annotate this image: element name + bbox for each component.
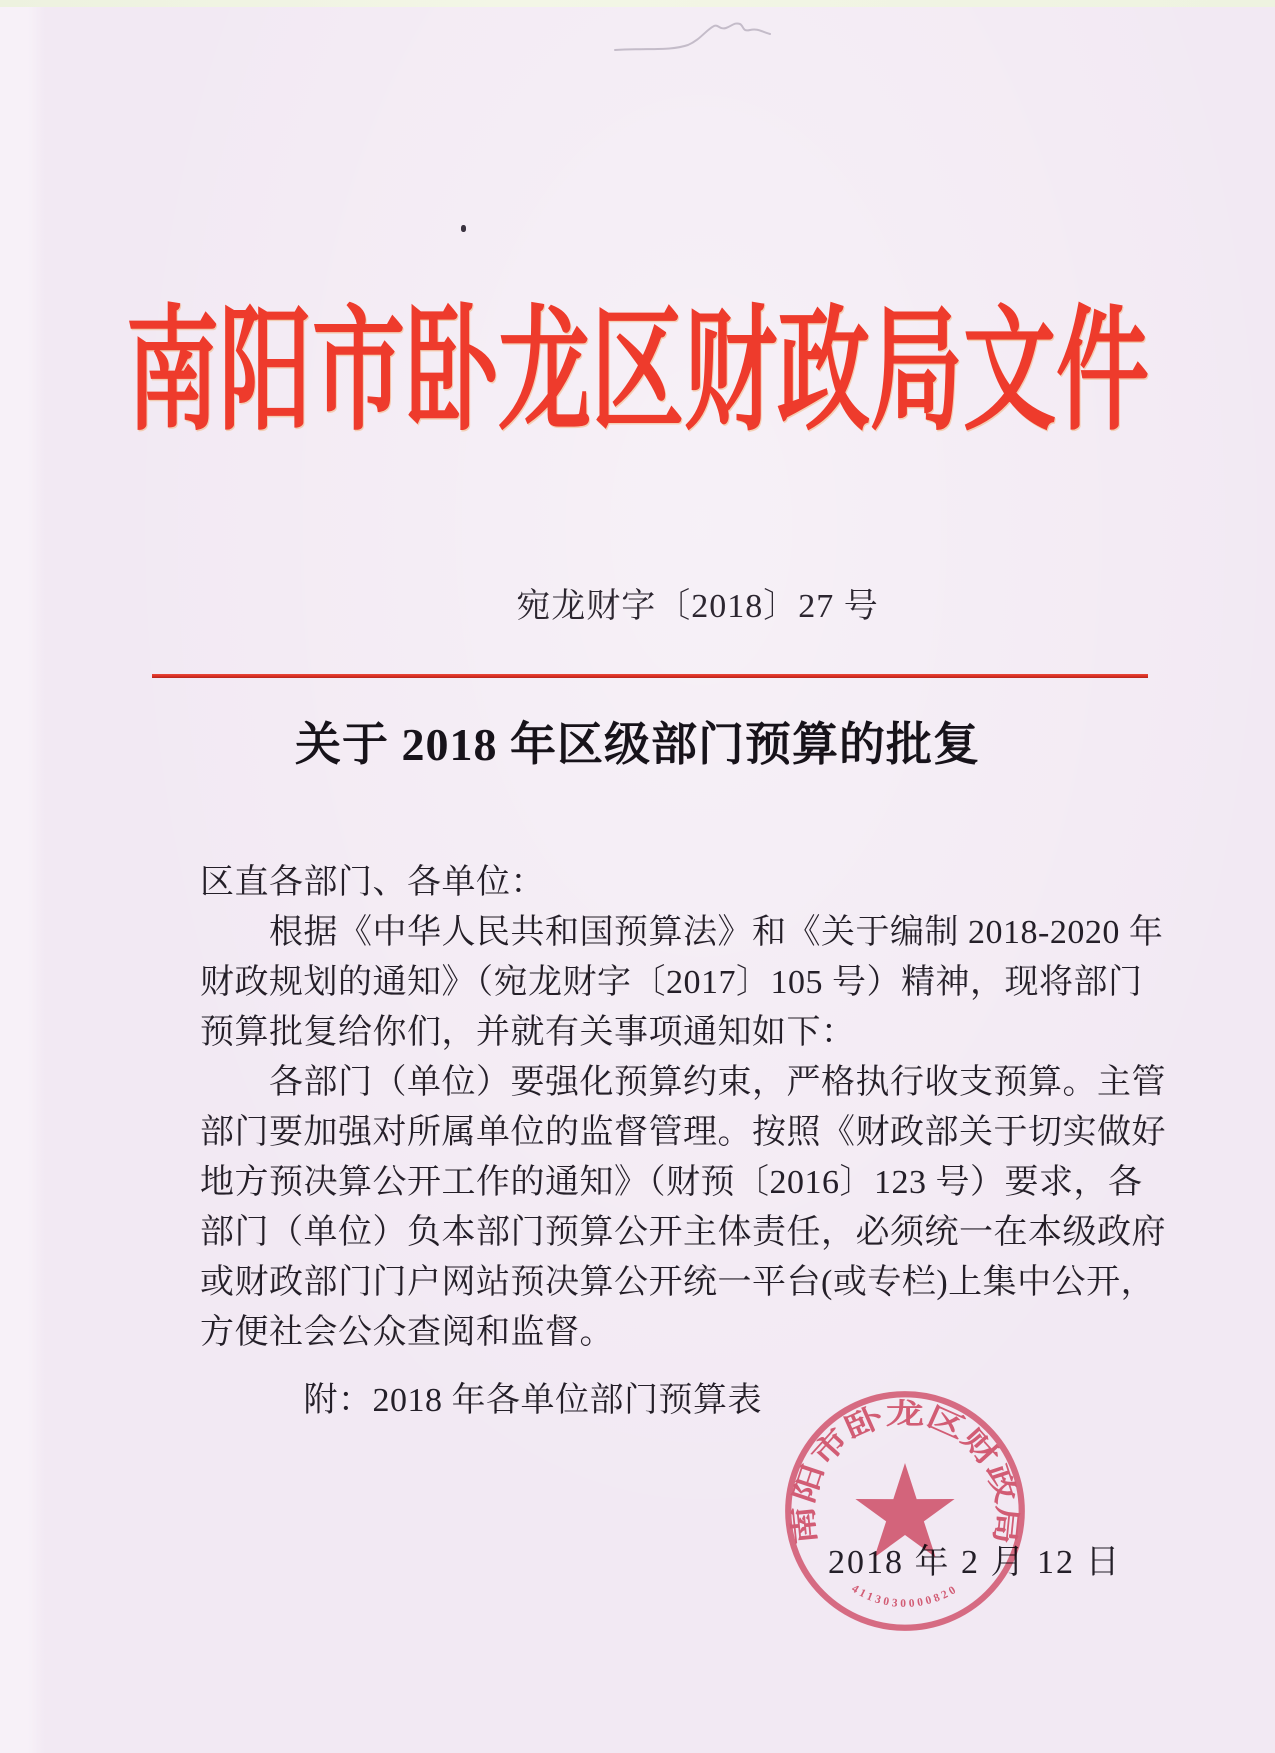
red-divider-line <box>152 674 1148 678</box>
seal-serial-number: 4113030000820 <box>849 1582 961 1610</box>
svg-text:4113030000820 <box>849 1583 960 1610</box>
ink-speck <box>461 225 466 232</box>
body-line: 财政规划的通知》（宛龙财字〔2017〕105 号）精神，现将部门 <box>200 964 1143 1001</box>
body-line: 部门（单位）负本部门预算公开主体责任，必须统一在本级政府 <box>200 1214 1166 1251</box>
document-body <box>200 858 1166 1426</box>
body-line: 方便社会公众查阅和监督。 <box>200 1314 614 1351</box>
body-line: 部门要加强对所属单位的监督管理。按照《财政部关于切实做好 <box>200 1114 1166 1151</box>
document-date: 2018 年 2 月 12 日 <box>828 1544 1122 1581</box>
attachment-line: 附：2018 年各单位部门预算表 <box>200 1382 762 1419</box>
body-line: 根据《中华人民共和国预算法》和《关于编制 2018-2020 年 <box>200 914 1164 951</box>
agency-header-title: 南阳市卧龙区财政局文件 <box>126 298 1149 448</box>
pen-scribble-mark <box>610 18 810 63</box>
body-line: 区直各部门、各单位： <box>200 864 545 901</box>
body-line: 各部门（单位）要强化预算约束，严格执行收支预算。主管 <box>200 1064 1166 1101</box>
body-line: 预算批复给你们，并就有关事项通知如下： <box>200 1014 856 1051</box>
scan-edge-artifact <box>0 0 1275 7</box>
seal-star <box>855 1463 954 1557</box>
body-line: 地方预决算公开工作的通知》（财预〔2016〕123 号）要求，各 <box>200 1164 1143 1201</box>
body-line: 或财政部门门户网站预决算公开统一平台(或专栏)上集中公开， <box>200 1264 1156 1301</box>
official-seal <box>782 1388 1028 1634</box>
document-title: 关于 2018 年区级部门预算的批复 <box>295 719 980 770</box>
document-number: 宛龙财字〔2018〕27 号 <box>516 588 879 625</box>
seal-arc-text: 南阳市卧龙区财政局 <box>788 1399 1023 1546</box>
